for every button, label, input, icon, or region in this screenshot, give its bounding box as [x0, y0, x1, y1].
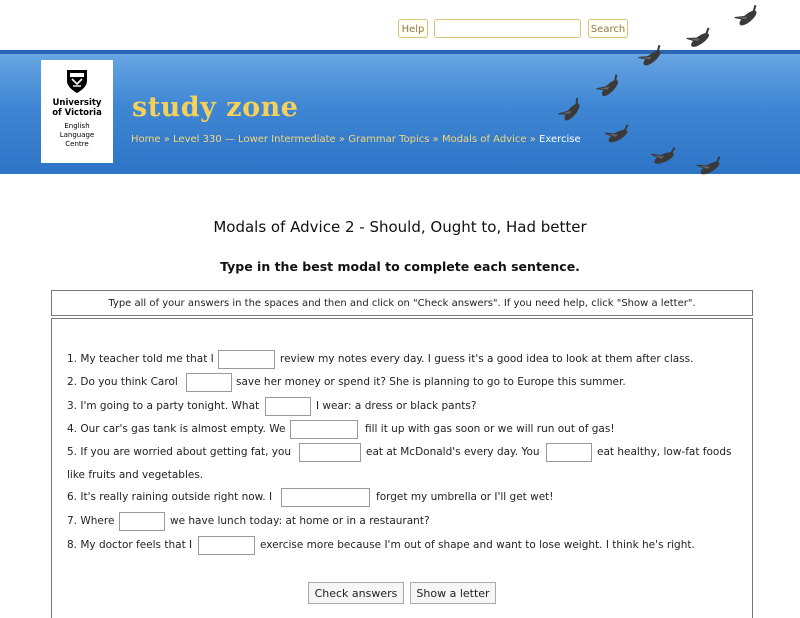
- question-text: 5. If you are worried about getting fat, you: [67, 446, 292, 458]
- banner: [0, 50, 800, 174]
- search-input[interactable]: [434, 19, 581, 38]
- shield-icon: [65, 68, 89, 94]
- answer-input-8[interactable]: [198, 536, 255, 555]
- logo-centre-line2: Language: [59, 131, 95, 139]
- question-text: 4. Our car's gas tank is almost empty. We: [67, 423, 286, 435]
- answer-input-2[interactable]: [186, 373, 232, 392]
- site-title: study zone: [132, 92, 299, 123]
- breadcrumb-current: Exercise: [539, 134, 581, 145]
- search-button[interactable]: Search: [588, 19, 628, 38]
- question-text: 2. Do you think Carol: [67, 376, 178, 388]
- question-text: forget my umbrella or I'll get wet!: [376, 491, 554, 503]
- page-title: Modals of Advice 2 - Should, Ought to, Had better: [213, 218, 587, 236]
- question-text: fill it up with gas soon or we will run out of gas!: [365, 423, 615, 435]
- logo-centre-line3: Centre: [65, 140, 89, 148]
- question-text: eat at McDonald's every day. You: [366, 446, 540, 458]
- breadcrumb-level[interactable]: Level 330 — Lower Intermediate: [173, 134, 336, 145]
- question-text: 8. My doctor feels that I: [67, 539, 193, 551]
- answer-input-4[interactable]: [290, 420, 358, 439]
- answer-input-5a[interactable]: [299, 443, 361, 462]
- breadcrumb-separator: »: [338, 134, 346, 145]
- breadcrumb-separator: »: [163, 134, 170, 145]
- question-text: we have lunch today: at home or in a restaurant?: [170, 515, 430, 527]
- question-text: eat healthy, low-fat foods: [597, 446, 732, 458]
- breadcrumb-separator: »: [432, 134, 439, 145]
- top-bar: [0, 0, 800, 50]
- help-button[interactable]: Help: [398, 19, 428, 38]
- breadcrumb-separator: »: [529, 134, 536, 145]
- question-text: I wear: a dress or black pants?: [316, 400, 477, 412]
- banner-edge: [0, 50, 800, 54]
- question-text: 1. My teacher told me that I: [67, 353, 214, 365]
- answer-input-7[interactable]: [119, 512, 165, 531]
- answer-input-5b[interactable]: [546, 443, 592, 462]
- question-text: save her money or spend it? She is planning to go to Europe this summer.: [236, 376, 626, 388]
- show-letter-button[interactable]: Show a letter: [410, 582, 496, 604]
- question-text: review my notes every day. I guess it's a good idea to look at them after class.: [280, 353, 694, 365]
- question-text: 6. It's really raining outside right now. I: [67, 491, 273, 503]
- answer-input-1[interactable]: [218, 350, 275, 369]
- logo-centre-line1: English: [64, 122, 90, 130]
- instructions-box: Type all of your answers in the spaces and then and click on "Check answers". If you need help, click "Show a letter".: [51, 290, 753, 316]
- page-subtitle: Type in the best modal to complete each sentence.: [220, 259, 580, 274]
- breadcrumb-modals[interactable]: Modals of Advice: [441, 134, 527, 145]
- question-text: 7. Where: [67, 515, 115, 527]
- answer-input-6[interactable]: [281, 488, 370, 507]
- logo-university-line2: of Victoria: [52, 108, 102, 118]
- breadcrumb-grammar-topics[interactable]: Grammar Topics: [348, 134, 430, 145]
- breadcrumb-home[interactable]: Home: [131, 134, 161, 145]
- question-text: like fruits and vegetables.: [67, 469, 204, 481]
- answer-input-3[interactable]: [265, 397, 311, 416]
- check-answers-button[interactable]: Check answers: [308, 582, 404, 604]
- breadcrumb: [131, 134, 581, 145]
- question-text: exercise more because I'm out of shape and want to lose weight. I think he's right.: [260, 539, 695, 551]
- question-text: 3. I'm going to a party tonight. What: [67, 400, 260, 412]
- university-logo[interactable]: [41, 60, 113, 163]
- logo-university-line1: University: [52, 98, 102, 108]
